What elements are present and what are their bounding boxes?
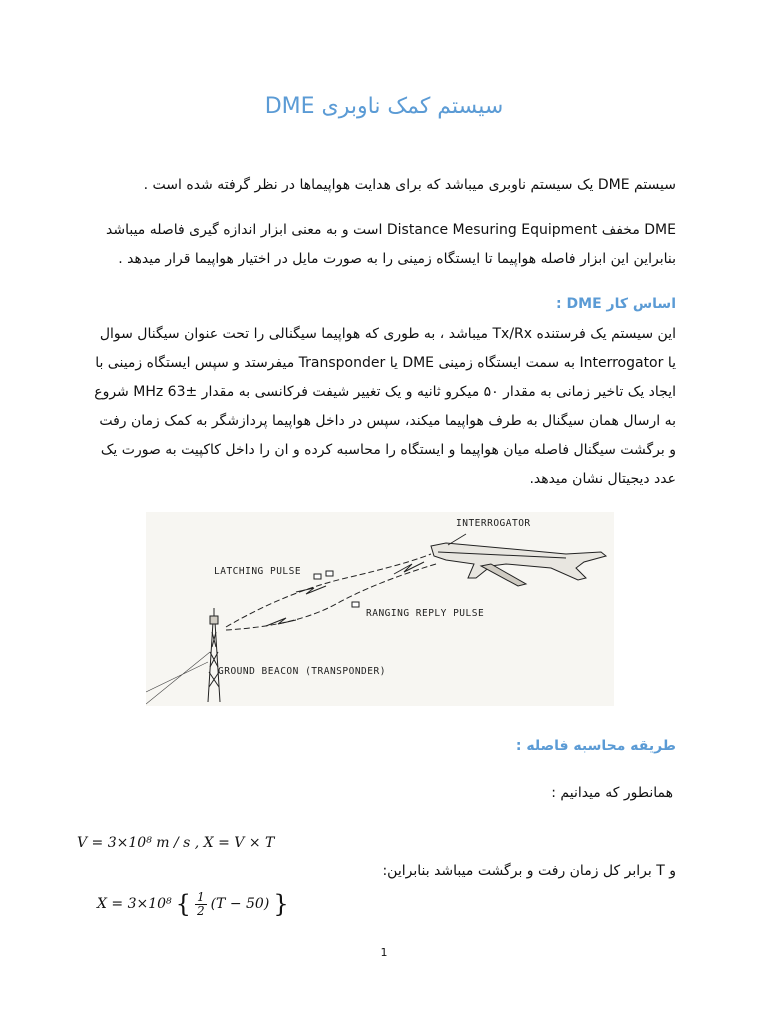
t-definition-paragraph	[76, 857, 676, 886]
body-line: یا Interrogator به سمت ایستگاه زمینی DME یا Transponder میفرستد و سپس ایستگاه زمینی با	[95, 355, 676, 371]
body-line: به ارسال همان سیگنال به طرف هواپیما میکند، سپس در داخل هواپیما پردازشگر به کمک زمان رفت	[99, 413, 676, 429]
page-number: 1	[380, 946, 388, 959]
ranging-reply-pulse-label: RANGING REPLY PULSE	[366, 608, 485, 619]
intro-line: سیستم DME یک سیستم ناوبری میباشد که برای هدایت هواپیماها در نظر گرفته شده است .	[143, 177, 676, 193]
pulse-arrow-icon	[296, 586, 326, 594]
dme-basis-paragraph	[76, 320, 676, 494]
formula-brace-close: }	[273, 890, 289, 918]
as-we-know-paragraph	[73, 779, 673, 808]
pulse-marker	[326, 571, 333, 576]
dme-diagram-figure	[146, 512, 614, 706]
formula-fraction	[195, 891, 207, 918]
section-heading-dme-basis: اساس کار DME :	[556, 296, 676, 312]
ground-beacon-label: GROUND BEACON (TRANSPONDER)	[218, 666, 386, 677]
distance-formula	[97, 890, 289, 918]
formula-brace-open: {	[175, 890, 191, 918]
dme-diagram	[146, 512, 614, 706]
definition-paragraph	[76, 216, 676, 274]
body-line: ایجاد یک تاخیر زمانی به مقدار ۵۰ میکرو ثانیه و یک تغییر شیفت فرکانسی به مقدار ±63 MHz شروع	[94, 384, 676, 400]
interrogator-label: INTERROGATOR	[456, 518, 531, 529]
tower-icon	[146, 608, 220, 704]
page-title: سیستم کمک ناوبری DME	[264, 94, 504, 119]
formula-rest: (T − 50)	[210, 896, 270, 912]
body-line: و برگشت سیگنال فاصله میان هواپیما و ایستگاه را محاسبه کرده و ان را داخل کاکپیت به صورت یک	[100, 442, 676, 458]
interrogator-leader-line	[448, 534, 466, 545]
formula-lhs: X = 3×10⁸	[97, 896, 172, 912]
fraction-numerator: 1	[196, 889, 205, 904]
t-definition-line: و T برابر کل زمان رفت و برگشت میباشد بنابراین:	[382, 863, 676, 879]
fraction-denominator: 2	[196, 903, 205, 918]
intro-paragraph	[76, 171, 676, 200]
definition-line-2: بنابراین این ابزار فاصله هواپیما تا ایستگاه زمینی را به صورت مایل در اختیار هواپیما قرار میدهد .	[118, 251, 676, 267]
section-heading-distance-calc: طریقه محاسبه فاصله :	[515, 738, 676, 754]
latching-pulse-label: LATCHING PULSE	[214, 566, 302, 577]
definition-line-1: DME مخفف Distance Mesuring Equipment است و به معنی ابزار اندازه گیری فاصله میباشد	[106, 222, 676, 238]
as-we-know-line: همانطور که میدانیم :	[551, 785, 673, 801]
body-line: عدد دیجیتال نشان میدهد.	[529, 471, 676, 487]
pulse-marker	[314, 574, 321, 579]
airplane-icon	[431, 543, 606, 586]
pulse-marker	[352, 602, 359, 607]
pulse-arrow-icon	[266, 618, 296, 626]
velocity-distance-formula: V = 3×10⁸ m / s , X = V × T	[77, 835, 275, 851]
body-line: این سیستم یک فرستنده Tx/Rx میباشد ، به طوری که هواپیما سیگنالی را تحت عنوان سیگنال سوال	[99, 326, 676, 342]
